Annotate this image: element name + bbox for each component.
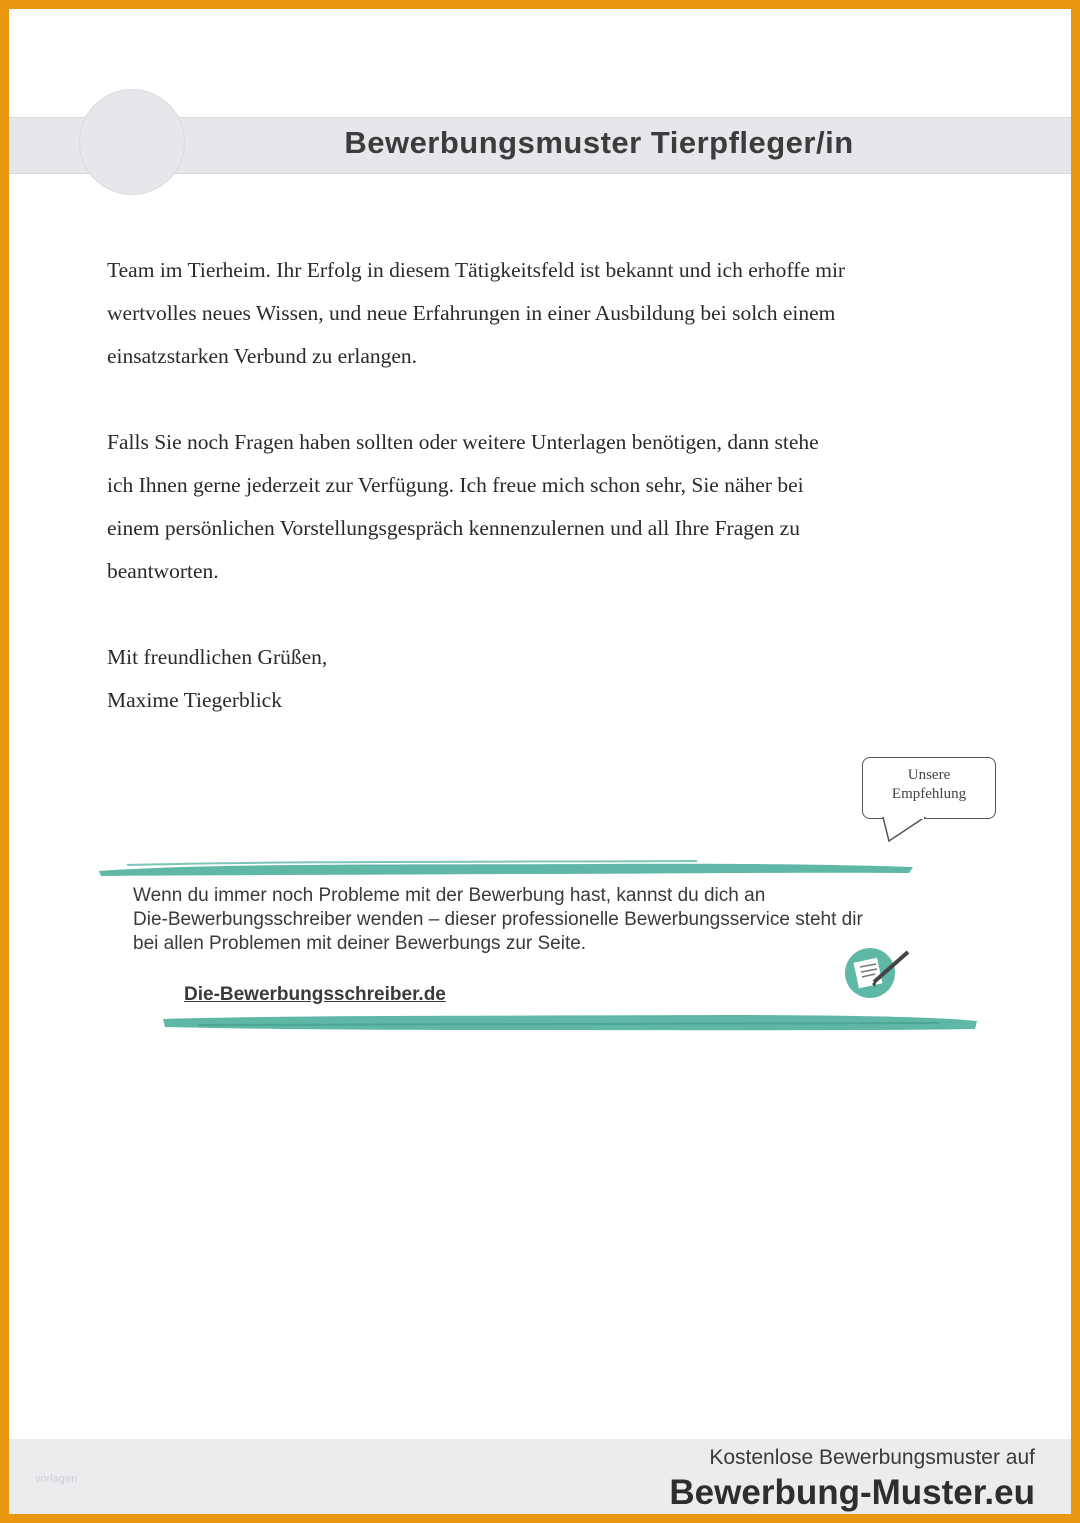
header-circle-decoration bbox=[79, 89, 185, 195]
letter-line: Team im Tierheim. Ihr Erfolg in diesem Tätigkeitsfeld ist bekannt und ich erhoffe mir bbox=[107, 258, 846, 282]
bubble-tail-icon bbox=[881, 817, 941, 843]
bubble-line: Unsere bbox=[907, 767, 951, 783]
letter-body bbox=[107, 249, 987, 722]
letter-line: einem persönlichen Vorstellungsgespräch kennenzulernen und all Ihre Fragen zu bbox=[107, 516, 800, 540]
letter-signature: Maxime Tiegerblick bbox=[107, 688, 282, 712]
promo-line: Die-Bewerbungsschreiber wenden – dieser professionelle Bewerbungsservice steht dir bbox=[133, 909, 863, 930]
footer-brand-link[interactable]: Bewerbung-Muster.eu bbox=[669, 1473, 1035, 1512]
teal-brush-stroke-bottom bbox=[159, 1009, 981, 1035]
bewerbungsschreiber-link[interactable]: Die-Bewerbungsschreiber.de bbox=[184, 984, 446, 1005]
watermark: vorlagen bbox=[35, 1473, 78, 1485]
document-pen-icon bbox=[842, 942, 914, 1000]
page-title: Bewerbungsmuster Tierpfleger/in bbox=[344, 125, 854, 160]
promo-line: bei allen Problemen mit deiner Bewerbungs zur Seite. bbox=[133, 933, 587, 954]
letter-line: ich Ihnen gerne jederzeit zur Verfügung. Ich freue mich schon sehr, Sie näher bei bbox=[107, 473, 804, 497]
promo-text bbox=[133, 884, 963, 956]
letter-line: wertvolles neues Wissen, und neue Erfahrungen in einer Ausbildung bei solch einem bbox=[107, 301, 836, 325]
footer-tagline: Kostenlose Bewerbungsmuster auf bbox=[709, 1446, 1035, 1469]
letter-line: beantworten. bbox=[107, 559, 219, 583]
letter-line: Falls Sie noch Fragen haben sollten oder weitere Unterlagen benötigen, dann stehe bbox=[107, 430, 819, 454]
teal-brush-stroke-top bbox=[97, 857, 917, 879]
promo-line: Wenn du immer noch Probleme mit der Bewerbung hast, kannst du dich an bbox=[133, 885, 766, 906]
recommendation-bubble bbox=[862, 757, 996, 819]
letter-line: einsatzstarken Verbund zu erlangen. bbox=[107, 344, 418, 368]
letter-closing: Mit freundlichen Grüßen, bbox=[107, 645, 328, 669]
bubble-line: Empfehlung bbox=[891, 786, 967, 802]
